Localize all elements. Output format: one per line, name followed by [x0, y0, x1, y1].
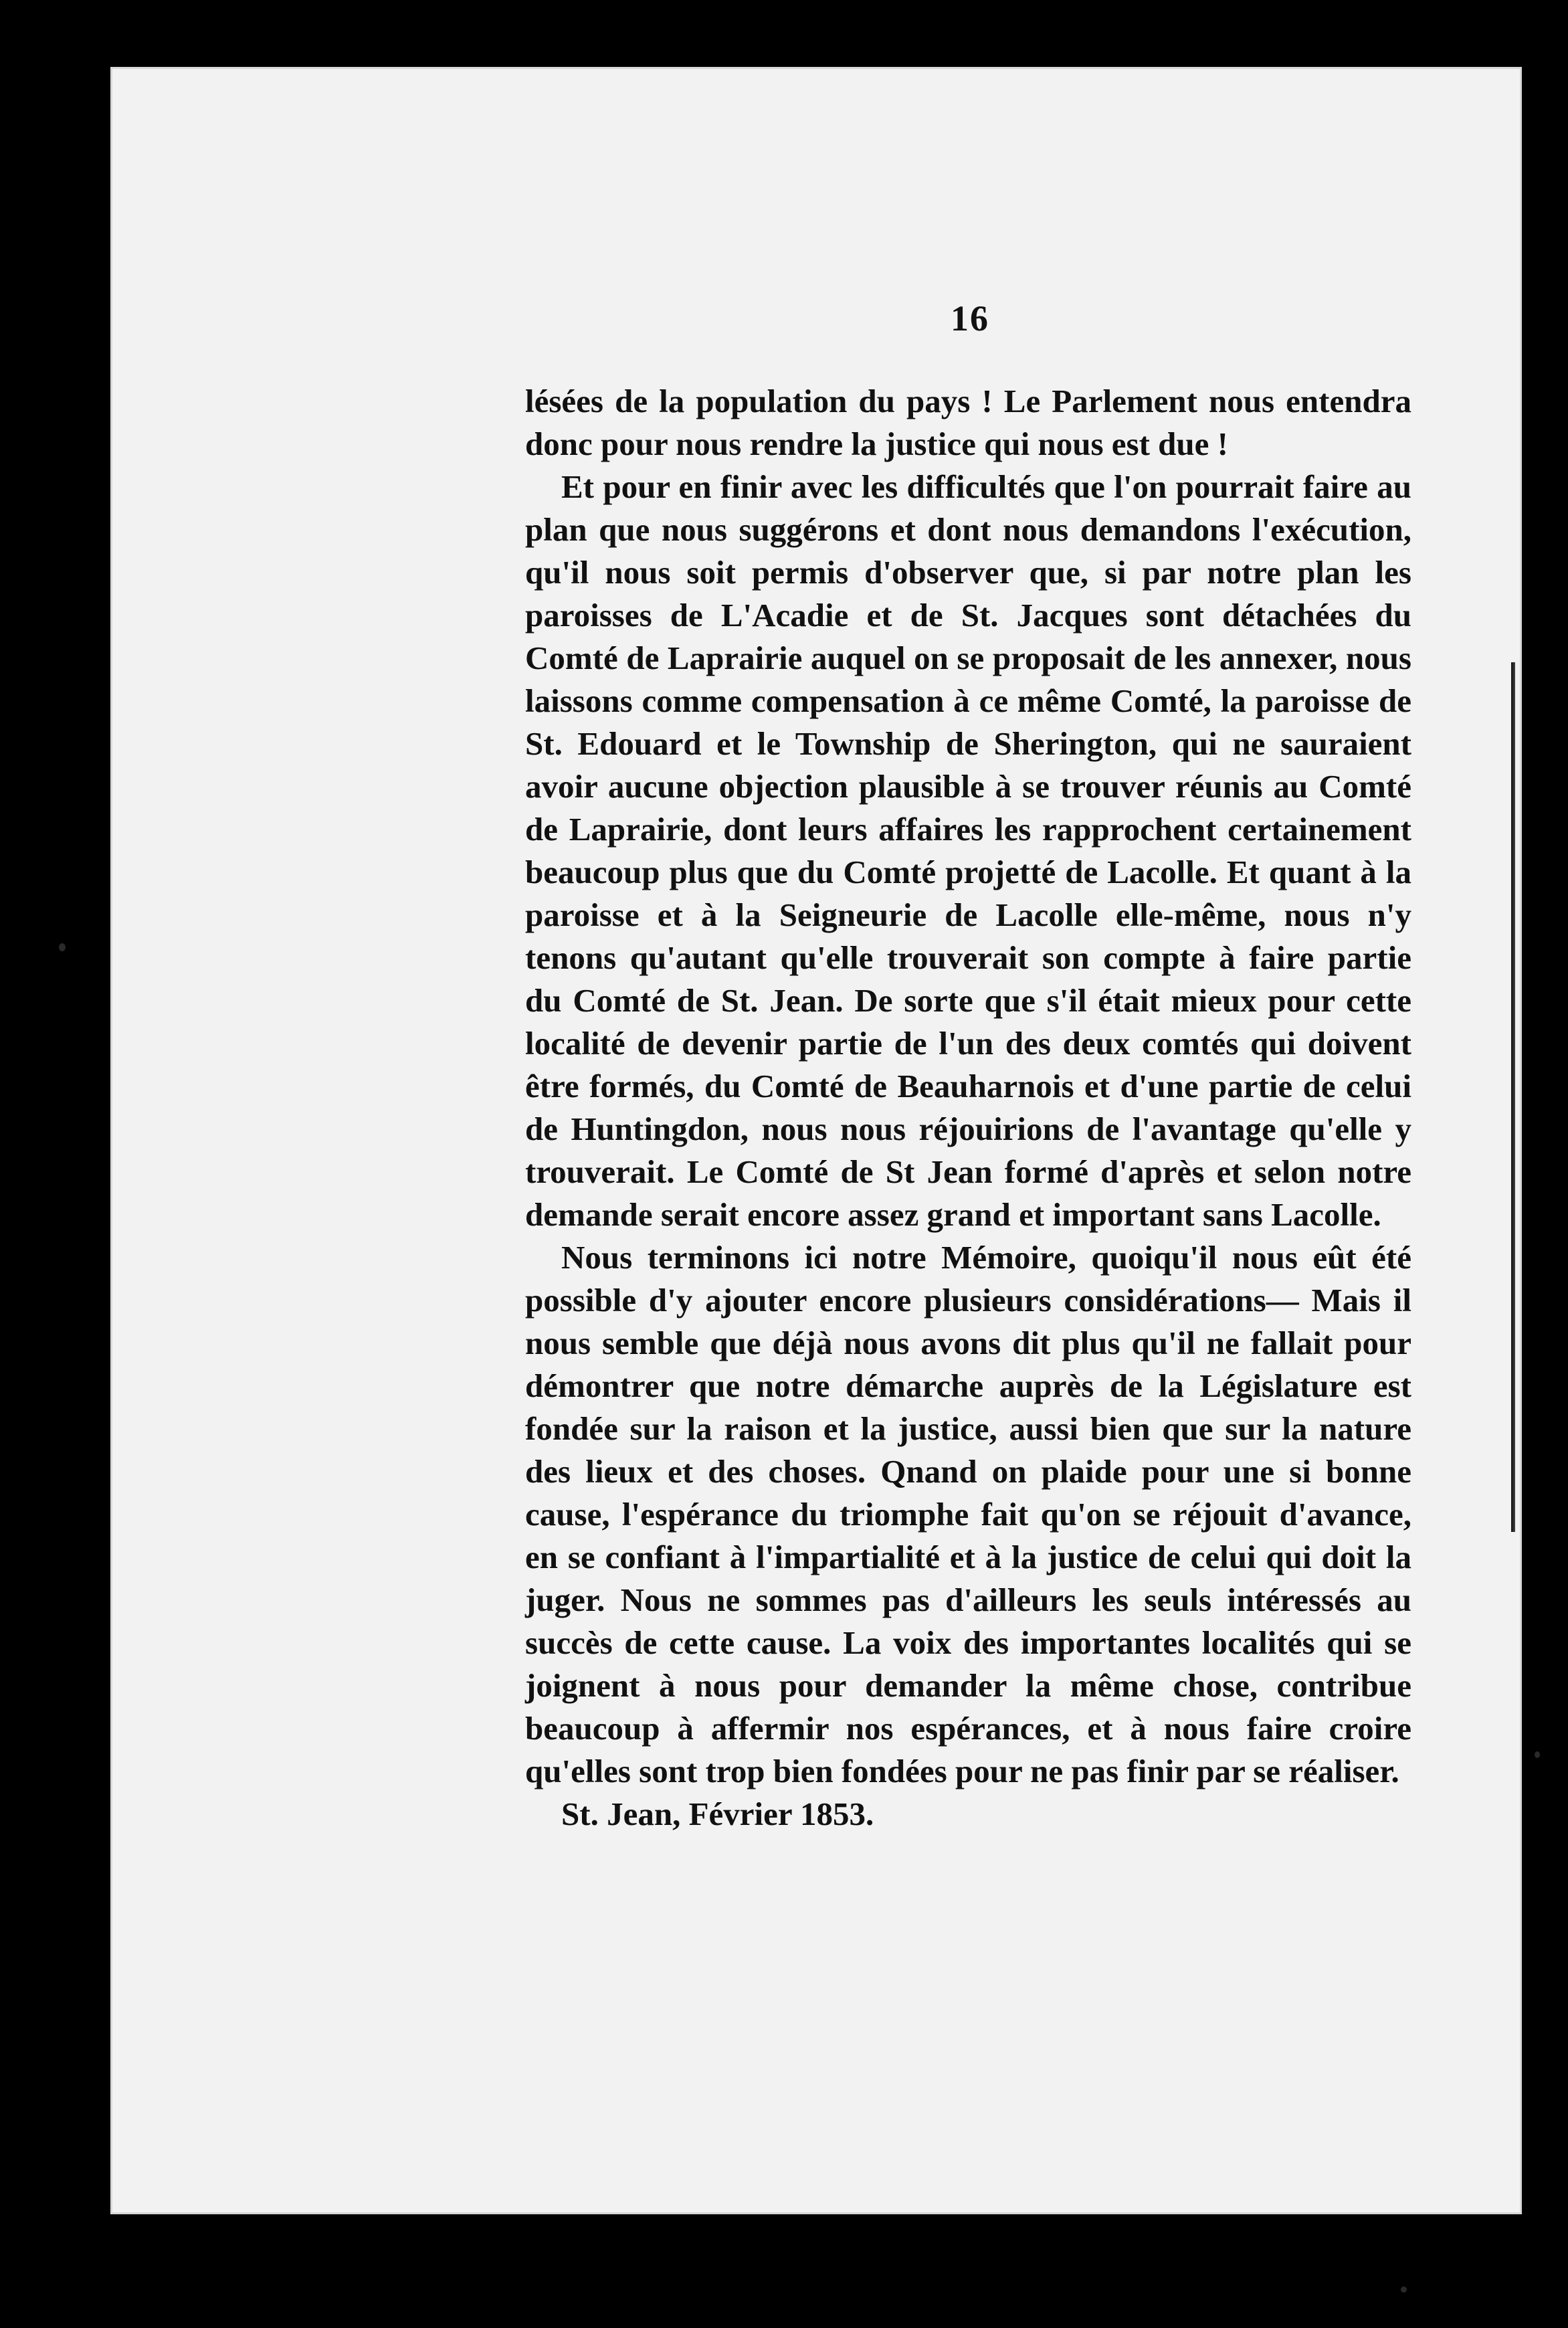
document-page: [110, 67, 1522, 2214]
page-number: 16: [951, 298, 989, 338]
paper-speck: [1401, 2287, 1407, 2293]
body-text: [525, 380, 1411, 1836]
paper-speck: [59, 943, 66, 951]
place-and-date: St. Jean, Février 1853.: [561, 1796, 874, 1832]
paragraph-continuation: lésées de la population du pays ! Le Parlement nous entendra donc pour nous rendre la justice qui nous est due !: [525, 383, 1411, 462]
paragraph-conclusion: Nous terminons ici notre Mémoire, quoiqu'il nous eût été possible d'y ajouter encore plusieurs considérations— Mais il nous semble que déjà nous avons dit plus qu'il ne fallait pour démontrer que notre démarche auprès de la Législature est fondée sur la raison et la justice, aussi bien que sur la nature des lieux et des choses. Qnand on plaide pour une si bonne cause, l'espérance du triomphe fait qu'on se réjouit d'avance, en se confiant à l'impartialité et à la justice de celui qui doit la juger. Nous ne sommes pas d'ailleurs les seuls intéressés au succès de cette cause. La voix des importantes localités qui se joignent à nous pour demander la même chose, contribue beaucoup à affermir nos espérances, et à nous faire croire qu'elles sont trop bien fondées pour ne pas finir par se réaliser.: [525, 1239, 1411, 1789]
paper-speck: [1535, 1751, 1540, 1758]
paragraph-county-boundaries: Et pour en finir avec les difficultés que l'on pourrait faire au plan que nous suggérons et dont nous demandons l'exécution, qu'il nous soit permis d'observer que, si par notre plan les paroisses de L'Acadie et de St. Jacques sont détachées du Comté de Laprairie auquel on se proposait de les annexer, nous laissons comme compensation à ce même Comté, la paroisse de St. Edouard et le Township de Sherington, qui ne sauraient avoir aucune objection plausible à se trouver réunis au Comté de Laprairie, dont leurs affaires les rapprochent certainement beaucoup plus que du Comté projetté de Lacolle. Et quant à la paroisse et à la Seigneurie de Lacolle elle-même, nous n'y tenons qu'autant qu'elle trouverait son compte à faire partie du Comté de St. Jean. De sorte que s'il était mieux pour cette localité de devenir partie de l'un des deux comtés qui doivent être formés, du Comté de Beauharnois et d'une partie de celui de Huntingdon, nous nous réjouirions de l'avantage qu'elle y trouverait. Le Comté de St Jean formé d'après et selon notre demande serait encore assez grand et important sans Lacolle.: [525, 468, 1411, 1233]
